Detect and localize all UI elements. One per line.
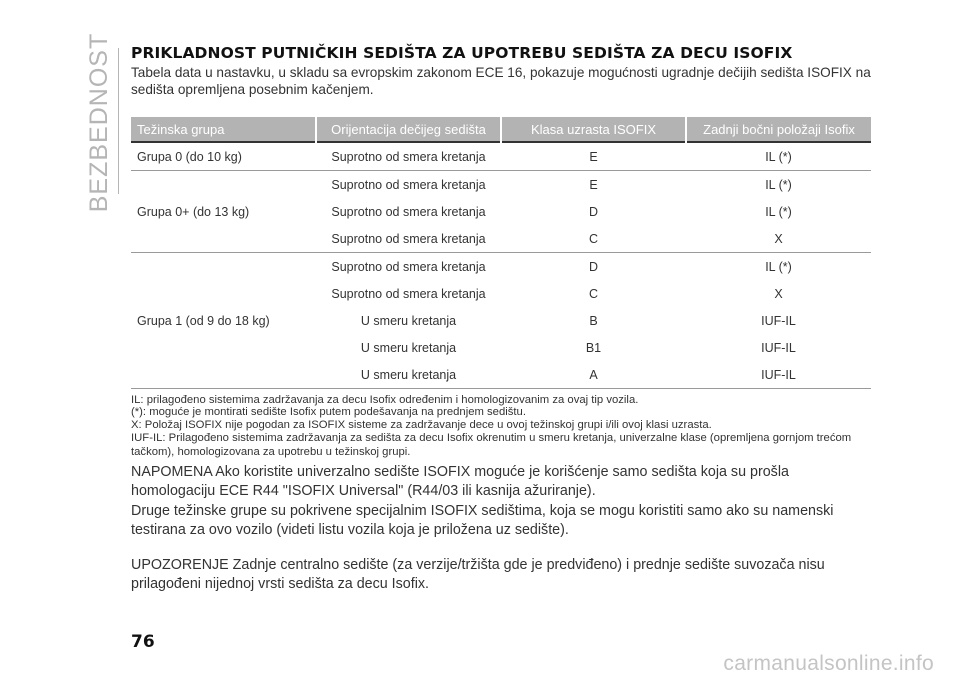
warning-paragraph: UPOZORENJE Zadnje centralno sedište (za verzije/tržišta gde je predviđeno) i prednje sedište suvozača nisu prilagođeni nijednoj vrsti sedišta za decu Isofix.	[131, 557, 825, 592]
section-side-tab	[85, 32, 114, 212]
size-class-cell: D	[588, 259, 599, 274]
watermark: carmanualsonline.info	[723, 652, 934, 675]
orientation-cell: Suprotno od smera kretanja	[331, 286, 486, 301]
intro-paragraph: Tabela data u nastavku, u skladu sa evropskim zakonom ECE 16, pokazuje mogućnosti ugradnje dečijih sedišta ISOFIX na sedišta opremljena posebnim kačenjem.	[131, 65, 871, 97]
position-cell: IUF-IL	[761, 313, 796, 328]
table-header-row	[131, 117, 871, 142]
size-class-cell: B	[589, 313, 598, 328]
size-class-cell: E	[589, 177, 598, 192]
size-class-cell: A	[501, 361, 686, 389]
orientation-cell: Suprotno od smera kretanja	[331, 259, 486, 274]
section-label: BEZBEDNOST	[85, 32, 114, 212]
orientation-cell: Suprotno od smera kretanja	[331, 204, 486, 219]
note-paragraph: NAPOMENA Ako koristite univerzalno sedište ISOFIX moguće je korišćenje samo sedišta koja su prošla homologaciju ECE R44 "ISOFIX Universal" (R44/03 ili kasnija ažuriranje).	[131, 464, 789, 499]
position-cell: IL (*)	[765, 177, 792, 192]
weight-group-cell: Grupa 0 (do 10 kg)	[131, 142, 316, 171]
size-class-cell: C	[588, 286, 599, 301]
table-row	[131, 253, 871, 281]
isofix-table	[131, 117, 871, 389]
table-legend	[131, 394, 871, 459]
position-cell: IUF-IL	[761, 340, 796, 355]
page-content	[131, 44, 871, 593]
size-class-cell: E	[501, 142, 686, 171]
orientation-cell: Suprotno od smera kretanja	[316, 225, 501, 253]
header-rear-positions: Zadnji bočni položaji Isofix	[686, 117, 871, 142]
weight-group-cell: Grupa 1 (od 9 do 18 kg)	[131, 253, 316, 389]
page-number: 76	[131, 632, 155, 652]
position-cell: IL (*)	[686, 142, 871, 171]
position-cell: IL (*)	[765, 204, 792, 219]
table-row	[131, 171, 871, 199]
orientation-cell: U smeru kretanja	[360, 313, 457, 328]
orientation-cell: U smeru kretanja	[360, 340, 457, 355]
position-cell: X	[774, 286, 783, 301]
header-weight-group: Težinska grupa	[131, 117, 316, 142]
legend-note-x: X: Položaj ISOFIX nije pogodan za ISOFIX sisteme za zadržavanje dece u ovoj težinskoj grupi i/ili ovoj klasi uzrasta.	[131, 418, 712, 431]
table-row	[131, 142, 871, 171]
position-cell: IUF-IL	[686, 361, 871, 389]
side-divider	[118, 48, 119, 194]
orientation-cell: Suprotno od smera kretanja	[331, 177, 486, 192]
size-class-cell: B1	[585, 340, 602, 355]
size-class-cell: C	[501, 225, 686, 253]
other-groups-paragraph: Druge težinske grupe su pokrivene specijalnim ISOFIX sedištima, koja se mogu koristiti samo ako su namenski testirana za ovo vozilo (videti listu vozila koja je priložena uz sedište).	[131, 503, 834, 538]
position-cell: IL (*)	[765, 259, 792, 274]
header-size-class: Klasa uzrasta ISOFIX	[501, 117, 686, 142]
legend-note-il: IL: prilagođeno sistemima zadržavanja za decu Isofix određenim i homologizovanim za ovaj tip vozila.	[131, 394, 639, 406]
position-cell: X	[686, 225, 871, 253]
header-orientation: Orijentacija dečijeg sedišta	[316, 117, 501, 142]
legend-note-iuf-il: IUF-IL: Prilagođeno sistemima zadržavanja za sedišta za decu Isofix okrenutim u smeru kretanja, univerzalne klase (opremljena gornjom trećom tačkom), homologizovana za upotrebu u težinskoj grupi.	[131, 432, 852, 459]
orientation-cell: Suprotno od smera kretanja	[316, 142, 501, 171]
orientation-cell: U smeru kretanja	[316, 361, 501, 389]
page-title: PRIKLADNOST PUTNIČKIH SEDIŠTA ZA UPOTREBU SEDIŠTA ZA DECU ISOFIX	[131, 44, 793, 62]
legend-note-asterisk: (*): moguće je montirati sedište Isofix putem podešavanja na prednjem sedištu.	[131, 406, 526, 419]
size-class-cell: D	[588, 204, 599, 219]
weight-group-cell: Grupa 0+ (do 13 kg)	[131, 171, 316, 253]
